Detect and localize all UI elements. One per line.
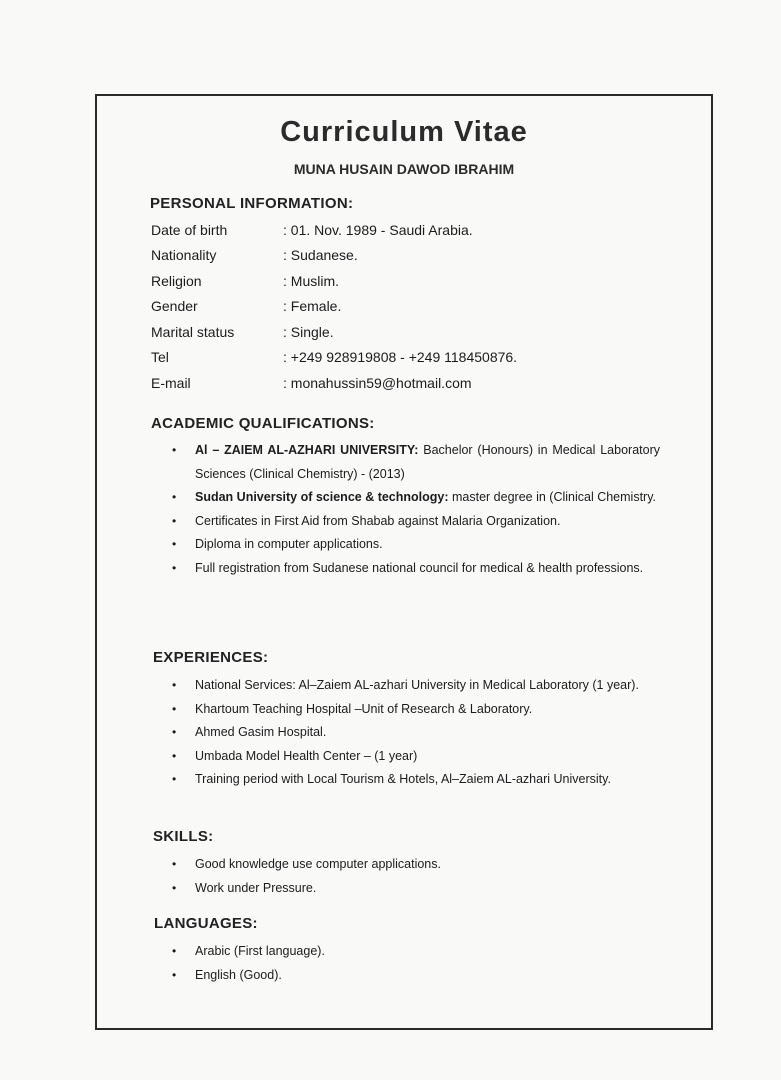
row-value: : +249 928919808 - +249 118450876.	[283, 349, 518, 365]
experience-text: Umbada Model Health Center – (1 year)	[195, 748, 418, 763]
bullet-icon: •	[172, 537, 177, 551]
row-value: : 01. Nov. 1989 - Saudi Arabia.	[283, 222, 473, 238]
bullet-icon: •	[172, 490, 177, 504]
list-item	[168, 964, 660, 988]
qualification-text: Diploma in computer applications.	[195, 537, 383, 551]
language-text: English (Good).	[195, 967, 282, 982]
bullet-icon: •	[172, 748, 177, 763]
bullet-icon: •	[172, 967, 177, 982]
experiences-list	[168, 674, 660, 792]
list-item	[168, 674, 660, 698]
row-label: Religion	[151, 273, 202, 289]
row-label: Gender	[151, 298, 198, 314]
bullet-icon: •	[172, 944, 177, 958]
experience-text: Khartoum Teaching Hospital –Unit of Research & Laboratory.	[195, 701, 533, 716]
document-title: Curriculum Vitae	[280, 116, 528, 148]
qualification-text: master degree in (Clinical Chemistry.	[448, 490, 657, 504]
candidate-name: MUNA HUSAIN DAWOD IBRAHIM	[293, 161, 515, 177]
qualification-text: Certificates in First Aid from Shabab against Malaria Organization.	[195, 513, 561, 528]
list-item	[168, 698, 660, 722]
row-value: : Muslim.	[283, 273, 339, 289]
language-text: Arabic (First language).	[195, 944, 325, 958]
row-value: : Sudanese.	[283, 247, 358, 263]
bullet-icon: •	[172, 443, 177, 457]
academic-list	[168, 439, 660, 580]
qualification-text: Full registration from Sudanese national council for medical & health professions.	[195, 560, 644, 575]
list-item	[168, 557, 660, 581]
list-item	[168, 721, 660, 745]
list-item	[168, 745, 660, 769]
row-label: Marital status	[151, 324, 235, 340]
personal-info-heading: PERSONAL INFORMATION:	[150, 195, 354, 212]
experiences-heading: EXPERIENCES:	[153, 649, 269, 666]
skills-heading: SKILLS:	[153, 828, 214, 845]
bullet-icon: •	[172, 701, 177, 716]
qualification-text: Bachelor (Honours) in Medical Laboratory Sciences (Clinical Chemistry) - (2013)	[195, 443, 660, 481]
bullet-icon: •	[172, 560, 177, 575]
bullet-icon: •	[172, 513, 177, 528]
row-value: : Single.	[283, 324, 334, 340]
list-item	[168, 439, 660, 486]
skill-text: Good knowledge use computer applications.	[195, 857, 441, 871]
row-value: : Female.	[283, 298, 342, 314]
row-label: Nationality	[151, 247, 217, 263]
skill-text: Work under Pressure.	[195, 880, 317, 895]
list-item	[168, 877, 660, 901]
bullet-icon: •	[172, 772, 177, 786]
row-label: E-mail	[151, 375, 191, 391]
experience-text: National Services: Al–Zaiem AL-azhari University in Medical Laboratory (1 year).	[195, 678, 639, 692]
list-item	[168, 768, 660, 792]
list-item	[168, 940, 660, 964]
experience-text: Ahmed Gasim Hospital.	[195, 725, 327, 739]
list-item	[168, 510, 660, 534]
bullet-icon: •	[172, 880, 177, 895]
institution-name: Al – ZAIEM AL-AZHARI UNIVERSITY:	[195, 443, 419, 457]
academic-heading: ACADEMIC QUALIFICATIONS:	[151, 415, 375, 432]
row-value: : monahussin59@hotmail.com	[283, 375, 472, 391]
languages-list	[168, 940, 660, 987]
bullet-icon: •	[172, 857, 177, 871]
list-item	[168, 486, 660, 510]
bullet-icon: •	[172, 678, 177, 692]
list-item	[168, 533, 660, 557]
experience-text: Training period with Local Tourism & Hotels, Al–Zaiem AL-azhari University.	[195, 772, 611, 786]
institution-name: Sudan University of science & technology:	[195, 490, 449, 504]
row-label: Date of birth	[151, 222, 228, 238]
skills-list	[168, 853, 660, 900]
bullet-icon: •	[172, 725, 177, 739]
languages-heading: LANGUAGES:	[154, 915, 258, 932]
list-item	[168, 853, 660, 877]
row-label: Tel	[151, 349, 169, 365]
